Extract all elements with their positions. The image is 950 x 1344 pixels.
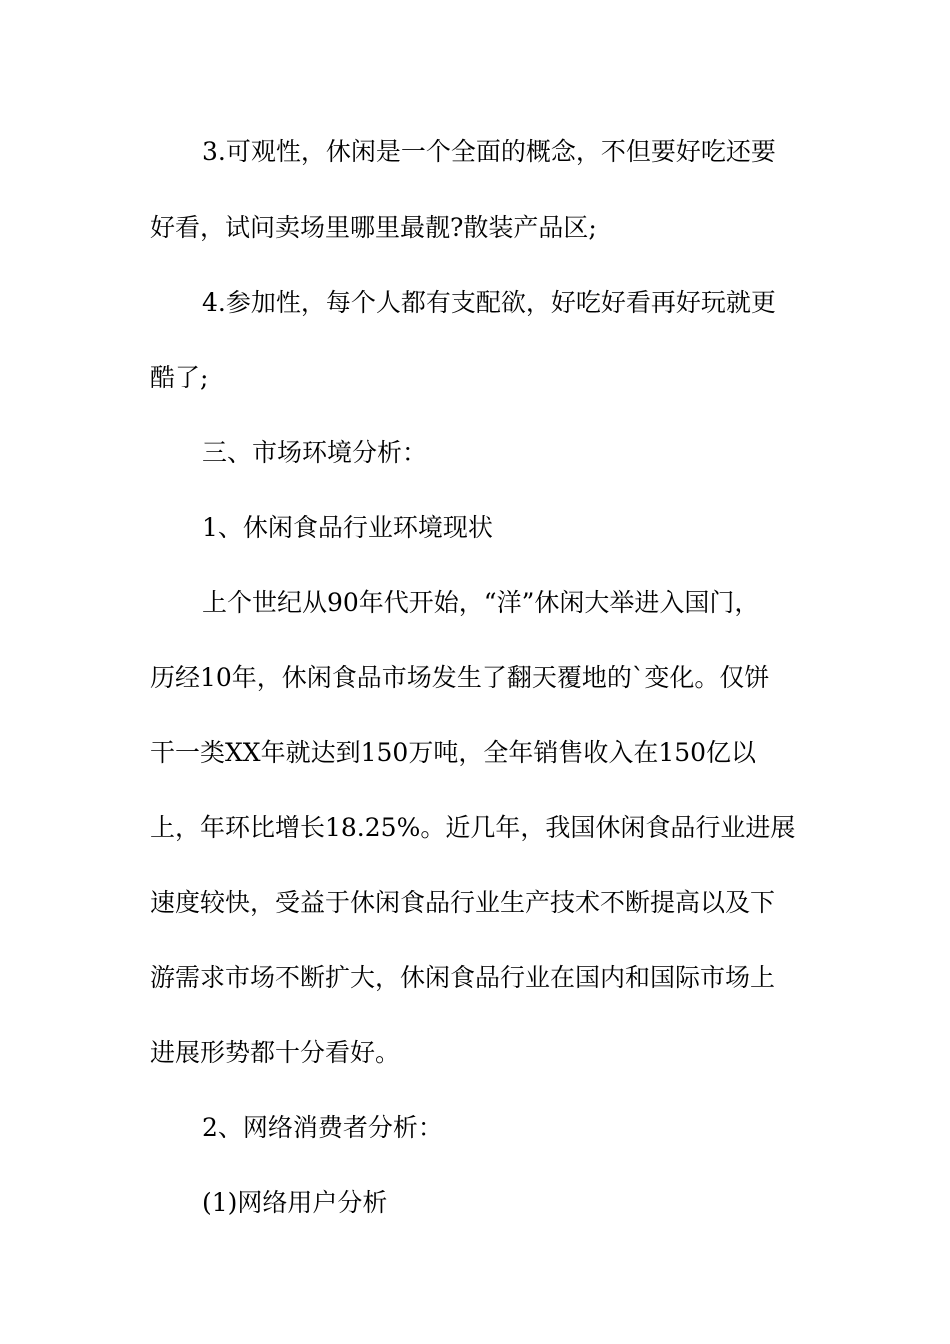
- text-line: 上，年环比增长18.25%。近几年，我国休闲食品行业进展: [150, 813, 796, 842]
- text-line: 4.参加性，每个人都有支配欲，好吃好看再好玩就更: [202, 288, 776, 317]
- text-line: 历经10年，休闲食品市场发生了翻天覆地的`变化。仅饼: [150, 663, 770, 692]
- text-line: 干一类XX年就达到150万吨，全年销售收入在150亿以: [150, 738, 757, 767]
- sub-item-heading: (1)网络用户分析: [202, 1188, 388, 1217]
- subsection-heading: 1、休闲食品行业环境现状: [202, 513, 493, 542]
- text-line: 上个世纪从90年代开始，“洋”休闲大举进入国门，: [202, 588, 760, 617]
- text-line: 进展形势都十分看好。: [150, 1038, 401, 1067]
- text-line: 速度较快，受益于休闲食品行业生产技术不断提高以及下: [150, 888, 776, 917]
- text-line: 酷了;: [150, 363, 209, 392]
- text-line: 3.可观性，休闲是一个全面的概念，不但要好吃还要: [202, 137, 776, 166]
- text-line: 好看，试问卖场里哪里最靓?散装产品区;: [150, 213, 597, 242]
- section-heading: 三、市场环境分析：: [202, 438, 428, 467]
- subsection-heading: 2、网络消费者分析：: [202, 1113, 443, 1142]
- text-line: 游需求市场不断扩大，休闲食品行业在国内和国际市场上: [150, 963, 776, 992]
